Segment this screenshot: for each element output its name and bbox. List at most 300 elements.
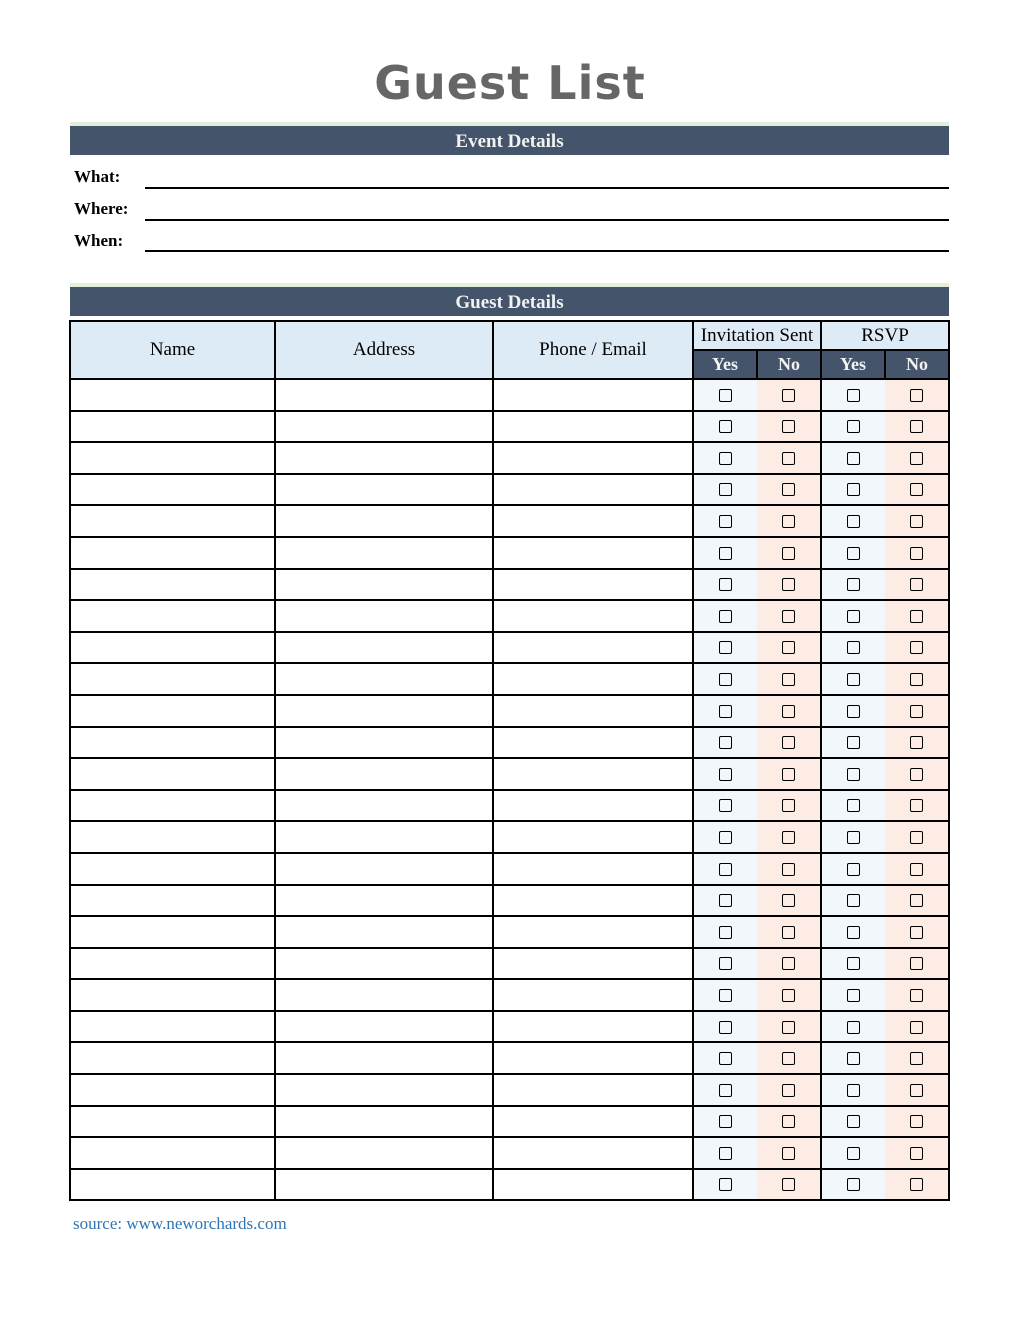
- contact-cell[interactable]: [493, 537, 693, 569]
- invitation-yes-checkbox[interactable]: [719, 1115, 732, 1128]
- rsvp-yes-header: Yes: [821, 350, 885, 379]
- address-cell[interactable]: [275, 1137, 493, 1169]
- address-cell[interactable]: [275, 505, 493, 537]
- invitation-yes-checkbox[interactable]: [719, 641, 732, 654]
- rsvp-yes-cell: [821, 505, 885, 537]
- contact-cell[interactable]: [493, 663, 693, 695]
- name-cell[interactable]: [70, 569, 275, 601]
- invitation-yes-checkbox[interactable]: [719, 989, 732, 1002]
- table-row: [70, 727, 949, 759]
- rsvp-yes-checkbox[interactable]: [847, 389, 860, 402]
- invitation-no-cell: [757, 1042, 821, 1074]
- invitation-yes-checkbox[interactable]: [719, 736, 732, 749]
- rsvp-no-checkbox[interactable]: [910, 547, 923, 560]
- address-cell[interactable]: [275, 758, 493, 790]
- name-cell[interactable]: [70, 695, 275, 727]
- rsvp-no-checkbox[interactable]: [910, 1147, 923, 1160]
- name-cell[interactable]: [70, 727, 275, 759]
- address-cell[interactable]: [275, 790, 493, 822]
- invitation-no-cell: [757, 663, 821, 695]
- contact-cell[interactable]: [493, 695, 693, 727]
- invitation-yes-cell: [693, 948, 757, 980]
- rsvp-no-checkbox[interactable]: [910, 578, 923, 591]
- invitation-yes-checkbox[interactable]: [719, 799, 732, 812]
- invitation-no-checkbox[interactable]: [782, 515, 795, 528]
- name-cell[interactable]: [70, 600, 275, 632]
- name-cell[interactable]: [70, 979, 275, 1011]
- rsvp-yes-cell: [821, 1106, 885, 1138]
- rsvp-yes-checkbox[interactable]: [847, 1052, 860, 1065]
- rsvp-yes-cell: [821, 727, 885, 759]
- name-cell[interactable]: [70, 1074, 275, 1106]
- invitation-no-checkbox[interactable]: [782, 1147, 795, 1160]
- rsvp-no-checkbox[interactable]: [910, 799, 923, 812]
- invitation-no-cell: [757, 600, 821, 632]
- invitation-yes-cell: [693, 442, 757, 474]
- rsvp-no-checkbox[interactable]: [910, 736, 923, 749]
- address-cell[interactable]: [275, 948, 493, 980]
- invitation-yes-cell: [693, 695, 757, 727]
- invitation-yes-checkbox[interactable]: [719, 957, 732, 970]
- rsvp-no-cell: [885, 1137, 949, 1169]
- rsvp-no-cell: [885, 948, 949, 980]
- rsvp-no-cell: [885, 1042, 949, 1074]
- invitation-no-checkbox[interactable]: [782, 768, 795, 781]
- contact-cell[interactable]: [493, 979, 693, 1011]
- rsvp-no-checkbox[interactable]: [910, 831, 923, 844]
- rsvp-no-cell: [885, 979, 949, 1011]
- rsvp-no-checkbox[interactable]: [910, 705, 923, 718]
- table-row: [70, 1106, 949, 1138]
- rsvp-yes-checkbox[interactable]: [847, 547, 860, 560]
- invitation-no-checkbox[interactable]: [782, 1052, 795, 1065]
- address-cell[interactable]: [275, 600, 493, 632]
- contact-cell[interactable]: [493, 1137, 693, 1169]
- contact-cell[interactable]: [493, 600, 693, 632]
- address-cell[interactable]: [275, 379, 493, 411]
- address-cell[interactable]: [275, 1169, 493, 1201]
- guest-details-header: Guest Details: [70, 283, 949, 316]
- invitation-no-cell: [757, 379, 821, 411]
- address-cell[interactable]: [275, 537, 493, 569]
- contact-cell[interactable]: [493, 821, 693, 853]
- address-cell[interactable]: [275, 821, 493, 853]
- rsvp-no-checkbox[interactable]: [910, 1052, 923, 1065]
- what-label: What:: [74, 167, 121, 186]
- rsvp-yes-checkbox[interactable]: [847, 926, 860, 939]
- rsvp-yes-cell: [821, 1011, 885, 1043]
- name-cell[interactable]: [70, 758, 275, 790]
- rsvp-yes-cell: [821, 948, 885, 980]
- invitation-yes-cell: [693, 411, 757, 443]
- rsvp-no-checkbox[interactable]: [910, 768, 923, 781]
- invitation-no-cell: [757, 411, 821, 443]
- rsvp-no-cell: [885, 790, 949, 822]
- invitation-yes-checkbox[interactable]: [719, 1147, 732, 1160]
- table-row: [70, 1137, 949, 1169]
- invitation-yes-cell: [693, 474, 757, 506]
- contact-cell[interactable]: [493, 505, 693, 537]
- invitation-yes-cell: [693, 853, 757, 885]
- contact-cell[interactable]: [493, 379, 693, 411]
- event-details-header: Event Details: [70, 122, 949, 155]
- name-cell[interactable]: [70, 1137, 275, 1169]
- contact-cell[interactable]: [493, 474, 693, 506]
- guest-table: [69, 320, 950, 1201]
- address-cell[interactable]: [275, 853, 493, 885]
- rsvp-no-cell: [885, 758, 949, 790]
- rsvp-yes-checkbox[interactable]: [847, 831, 860, 844]
- rsvp-no-cell: [885, 474, 949, 506]
- name-cell[interactable]: [70, 1042, 275, 1074]
- invitation-yes-cell: [693, 1169, 757, 1201]
- name-cell[interactable]: [70, 663, 275, 695]
- table-row: [70, 442, 949, 474]
- invitation-yes-cell: [693, 758, 757, 790]
- invitation-yes-cell: [693, 1074, 757, 1106]
- rsvp-yes-cell: [821, 411, 885, 443]
- rsvp-no-checkbox[interactable]: [910, 641, 923, 654]
- rsvp-yes-cell: [821, 379, 885, 411]
- invitation-yes-checkbox[interactable]: [719, 420, 732, 433]
- invitation-yes-checkbox[interactable]: [719, 452, 732, 465]
- invitation-yes-checkbox[interactable]: [719, 1021, 732, 1034]
- table-row: [70, 1042, 949, 1074]
- invitation-no-checkbox[interactable]: [782, 863, 795, 876]
- address-cell[interactable]: [275, 695, 493, 727]
- rsvp-no-cell: [885, 821, 949, 853]
- rsvp-yes-checkbox[interactable]: [847, 1115, 860, 1128]
- table-row: [70, 1074, 949, 1106]
- source-link[interactable]: source: www.neworchards.com: [73, 1214, 287, 1233]
- where-field[interactable]: [145, 219, 949, 221]
- rsvp-no-checkbox[interactable]: [910, 1115, 923, 1128]
- name-column-header: Name: [70, 321, 275, 379]
- name-cell[interactable]: [70, 885, 275, 917]
- invitation-yes-checkbox[interactable]: [719, 578, 732, 591]
- contact-column-header: Phone / Email: [493, 321, 693, 379]
- rsvp-header: RSVP: [821, 321, 949, 350]
- invitation-yes-checkbox[interactable]: [719, 483, 732, 496]
- invitation-no-checkbox[interactable]: [782, 673, 795, 686]
- address-cell[interactable]: [275, 1106, 493, 1138]
- invitation-no-cell: [757, 442, 821, 474]
- table-row: [70, 758, 949, 790]
- rsvp-no-cell: [885, 1011, 949, 1043]
- page-title: Guest List: [374, 56, 646, 110]
- rsvp-yes-cell: [821, 1169, 885, 1201]
- table-row: [70, 379, 949, 411]
- rsvp-yes-checkbox[interactable]: [847, 705, 860, 718]
- what-field[interactable]: [145, 187, 949, 189]
- invitation-no-cell: [757, 505, 821, 537]
- contact-cell[interactable]: [493, 758, 693, 790]
- rsvp-no-checkbox[interactable]: [910, 420, 923, 433]
- invitation-yes-cell: [693, 979, 757, 1011]
- invitation-no-checkbox[interactable]: [782, 641, 795, 654]
- invitation-yes-cell: [693, 505, 757, 537]
- address-column-header: Address: [275, 321, 493, 379]
- rsvp-yes-cell: [821, 632, 885, 664]
- invitation-no-cell: [757, 853, 821, 885]
- rsvp-no-checkbox[interactable]: [910, 1178, 923, 1191]
- address-cell[interactable]: [275, 1074, 493, 1106]
- rsvp-yes-cell: [821, 1042, 885, 1074]
- table-row: [70, 600, 949, 632]
- contact-cell[interactable]: [493, 727, 693, 759]
- table-row: [70, 790, 949, 822]
- guest-rows: [70, 379, 949, 1200]
- rsvp-yes-checkbox[interactable]: [847, 768, 860, 781]
- rsvp-yes-checkbox[interactable]: [847, 1178, 860, 1191]
- invitation-yes-checkbox[interactable]: [719, 926, 732, 939]
- invitation-no-cell: [757, 1169, 821, 1201]
- address-cell[interactable]: [275, 632, 493, 664]
- invitation-no-checkbox[interactable]: [782, 578, 795, 591]
- invitation-no-checkbox[interactable]: [782, 831, 795, 844]
- table-row: [70, 1011, 949, 1043]
- rsvp-no-cell: [885, 411, 949, 443]
- invitation-yes-checkbox[interactable]: [719, 768, 732, 781]
- contact-cell[interactable]: [493, 411, 693, 443]
- rsvp-yes-checkbox[interactable]: [847, 673, 860, 686]
- invitation-no-cell: [757, 727, 821, 759]
- table-row: [70, 569, 949, 601]
- rsvp-yes-checkbox[interactable]: [847, 1147, 860, 1160]
- rsvp-no-cell: [885, 727, 949, 759]
- rsvp-yes-cell: [821, 821, 885, 853]
- rsvp-yes-checkbox[interactable]: [847, 483, 860, 496]
- name-cell[interactable]: [70, 474, 275, 506]
- rsvp-yes-checkbox[interactable]: [847, 641, 860, 654]
- rsvp-yes-checkbox[interactable]: [847, 989, 860, 1002]
- invitation-yes-checkbox[interactable]: [719, 863, 732, 876]
- rsvp-yes-cell: [821, 600, 885, 632]
- address-cell[interactable]: [275, 727, 493, 759]
- rsvp-yes-cell: [821, 853, 885, 885]
- rsvp-no-checkbox[interactable]: [910, 452, 923, 465]
- name-cell[interactable]: [70, 537, 275, 569]
- invitation-no-checkbox[interactable]: [782, 736, 795, 749]
- rsvp-yes-cell: [821, 537, 885, 569]
- rsvp-no-cell: [885, 505, 949, 537]
- address-cell[interactable]: [275, 979, 493, 1011]
- invitation-yes-checkbox[interactable]: [719, 894, 732, 907]
- rsvp-yes-cell: [821, 1137, 885, 1169]
- contact-cell[interactable]: [493, 790, 693, 822]
- rsvp-yes-checkbox[interactable]: [847, 1084, 860, 1097]
- contact-cell[interactable]: [493, 1074, 693, 1106]
- name-cell[interactable]: [70, 1011, 275, 1043]
- invitation-yes-cell: [693, 916, 757, 948]
- address-cell[interactable]: [275, 916, 493, 948]
- invitation-no-cell: [757, 885, 821, 917]
- rsvp-yes-checkbox[interactable]: [847, 578, 860, 591]
- invitation-yes-checkbox[interactable]: [719, 705, 732, 718]
- invitation-yes-cell: [693, 885, 757, 917]
- address-cell[interactable]: [275, 885, 493, 917]
- invitation-yes-checkbox[interactable]: [719, 831, 732, 844]
- rsvp-no-checkbox[interactable]: [910, 515, 923, 528]
- invitation-no-checkbox[interactable]: [782, 926, 795, 939]
- contact-cell[interactable]: [493, 1106, 693, 1138]
- contact-cell[interactable]: [493, 916, 693, 948]
- contact-cell[interactable]: [493, 632, 693, 664]
- invitation-yes-cell: [693, 600, 757, 632]
- rsvp-yes-checkbox[interactable]: [847, 515, 860, 528]
- rsvp-yes-cell: [821, 916, 885, 948]
- contact-cell[interactable]: [493, 1169, 693, 1201]
- invitation-no-cell: [757, 1011, 821, 1043]
- rsvp-no-checkbox[interactable]: [910, 1021, 923, 1034]
- rsvp-yes-checkbox[interactable]: [847, 1021, 860, 1034]
- address-cell[interactable]: [275, 1011, 493, 1043]
- invitation-yes-cell: [693, 1042, 757, 1074]
- rsvp-no-checkbox[interactable]: [910, 610, 923, 623]
- invitation-yes-cell: [693, 821, 757, 853]
- contact-cell[interactable]: [493, 853, 693, 885]
- table-row: [70, 663, 949, 695]
- table-row: [70, 537, 949, 569]
- rsvp-yes-checkbox[interactable]: [847, 799, 860, 812]
- rsvp-no-cell: [885, 885, 949, 917]
- rsvp-yes-checkbox[interactable]: [847, 610, 860, 623]
- invitation-no-checkbox[interactable]: [782, 1178, 795, 1191]
- invitation-no-cell: [757, 1106, 821, 1138]
- table-row: [70, 979, 949, 1011]
- name-cell[interactable]: [70, 1169, 275, 1201]
- invitation-no-cell: [757, 979, 821, 1011]
- address-cell[interactable]: [275, 1042, 493, 1074]
- invitation-yes-checkbox[interactable]: [719, 673, 732, 686]
- invitation-no-checkbox[interactable]: [782, 705, 795, 718]
- invitation-yes-cell: [693, 632, 757, 664]
- invitation-no-checkbox[interactable]: [782, 894, 795, 907]
- name-cell[interactable]: [70, 442, 275, 474]
- when-label: When:: [74, 231, 124, 250]
- invitation-no-cell: [757, 821, 821, 853]
- invitation-yes-checkbox[interactable]: [719, 1084, 732, 1097]
- invitation-no-checkbox[interactable]: [782, 989, 795, 1002]
- rsvp-no-checkbox[interactable]: [910, 926, 923, 939]
- name-cell[interactable]: [70, 505, 275, 537]
- invitation-no-checkbox[interactable]: [782, 420, 795, 433]
- address-cell[interactable]: [275, 442, 493, 474]
- address-cell[interactable]: [275, 411, 493, 443]
- invitation-no-checkbox[interactable]: [782, 1115, 795, 1128]
- invitation-no-cell: [757, 790, 821, 822]
- name-cell[interactable]: [70, 916, 275, 948]
- invitation-no-checkbox[interactable]: [782, 389, 795, 402]
- invitation-no-checkbox[interactable]: [782, 452, 795, 465]
- invitation-yes-cell: [693, 790, 757, 822]
- rsvp-no-checkbox[interactable]: [910, 389, 923, 402]
- contact-cell[interactable]: [493, 569, 693, 601]
- contact-cell[interactable]: [493, 885, 693, 917]
- rsvp-no-checkbox[interactable]: [910, 863, 923, 876]
- invitation-no-cell: [757, 758, 821, 790]
- invitation-yes-checkbox[interactable]: [719, 515, 732, 528]
- invitation-yes-checkbox[interactable]: [719, 1052, 732, 1065]
- rsvp-no-checkbox[interactable]: [910, 673, 923, 686]
- contact-cell[interactable]: [493, 1011, 693, 1043]
- invitation-no-checkbox[interactable]: [782, 1021, 795, 1034]
- rsvp-no-header: No: [885, 350, 949, 379]
- invitation-yes-cell: [693, 727, 757, 759]
- invitation-yes-checkbox[interactable]: [719, 389, 732, 402]
- rsvp-yes-checkbox[interactable]: [847, 452, 860, 465]
- rsvp-no-cell: [885, 379, 949, 411]
- rsvp-no-checkbox[interactable]: [910, 957, 923, 970]
- rsvp-yes-checkbox[interactable]: [847, 957, 860, 970]
- rsvp-yes-cell: [821, 474, 885, 506]
- contact-cell[interactable]: [493, 1042, 693, 1074]
- rsvp-no-checkbox[interactable]: [910, 989, 923, 1002]
- invitation-no-checkbox[interactable]: [782, 610, 795, 623]
- invitation-yes-header: Yes: [693, 350, 757, 379]
- invitation-yes-checkbox[interactable]: [719, 1178, 732, 1191]
- name-cell[interactable]: [70, 632, 275, 664]
- rsvp-no-cell: [885, 537, 949, 569]
- invitation-yes-checkbox[interactable]: [719, 547, 732, 560]
- name-cell[interactable]: [70, 411, 275, 443]
- invitation-no-cell: [757, 569, 821, 601]
- when-field[interactable]: [145, 250, 949, 252]
- rsvp-no-cell: [885, 695, 949, 727]
- invitation-no-checkbox[interactable]: [782, 1084, 795, 1097]
- rsvp-no-checkbox[interactable]: [910, 483, 923, 496]
- rsvp-yes-cell: [821, 695, 885, 727]
- contact-cell[interactable]: [493, 948, 693, 980]
- rsvp-yes-cell: [821, 663, 885, 695]
- name-cell[interactable]: [70, 790, 275, 822]
- name-cell[interactable]: [70, 821, 275, 853]
- invitation-yes-checkbox[interactable]: [719, 610, 732, 623]
- rsvp-no-cell: [885, 1106, 949, 1138]
- name-cell[interactable]: [70, 379, 275, 411]
- table-row: [70, 1169, 949, 1201]
- invitation-no-header: No: [757, 350, 821, 379]
- invitation-no-checkbox[interactable]: [782, 957, 795, 970]
- invitation-yes-cell: [693, 1137, 757, 1169]
- invitation-no-checkbox[interactable]: [782, 547, 795, 560]
- invitation-no-checkbox[interactable]: [782, 799, 795, 812]
- table-row: [70, 632, 949, 664]
- name-cell[interactable]: [70, 853, 275, 885]
- rsvp-no-checkbox[interactable]: [910, 1084, 923, 1097]
- table-row: [70, 474, 949, 506]
- table-row: [70, 948, 949, 980]
- contact-cell[interactable]: [493, 442, 693, 474]
- rsvp-yes-checkbox[interactable]: [847, 736, 860, 749]
- address-cell[interactable]: [275, 663, 493, 695]
- rsvp-no-cell: [885, 916, 949, 948]
- name-cell[interactable]: [70, 948, 275, 980]
- address-cell[interactable]: [275, 569, 493, 601]
- table-row: [70, 821, 949, 853]
- rsvp-yes-checkbox[interactable]: [847, 420, 860, 433]
- invitation-no-checkbox[interactable]: [782, 483, 795, 496]
- rsvp-no-cell: [885, 1169, 949, 1201]
- rsvp-yes-cell: [821, 790, 885, 822]
- rsvp-yes-checkbox[interactable]: [847, 863, 860, 876]
- invitation-no-cell: [757, 474, 821, 506]
- name-cell[interactable]: [70, 1106, 275, 1138]
- table-row: [70, 411, 949, 443]
- address-cell[interactable]: [275, 474, 493, 506]
- rsvp-no-checkbox[interactable]: [910, 894, 923, 907]
- rsvp-yes-checkbox[interactable]: [847, 894, 860, 907]
